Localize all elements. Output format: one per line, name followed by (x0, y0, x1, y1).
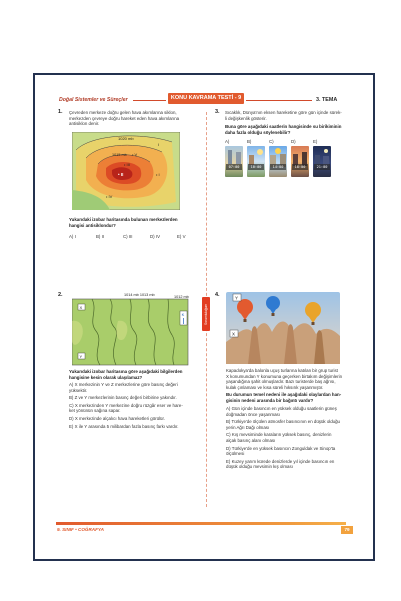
option-e[interactable]: E) Kuzey yarım kürede denizlerde yıl içinde basıncın en düşük olduğu mevsimin kış olması (226, 458, 335, 470)
option-c[interactable]: C) Kış mevsiminde karaların yüksek basınç, denizlerin alçak basınç alanı olması (226, 432, 332, 443)
point-ii-label: • II (118, 172, 124, 177)
theme-label: 3. TEMA (316, 97, 338, 103)
footer-grade: 9. SINIF • COĞRAFYA (57, 527, 104, 532)
option-a[interactable]: A) Gün içinde basıncın en yüksek olduğu saatlerin güneş doğmadan önce yaşanması (226, 406, 337, 417)
side-tag: Sorumluluğum (202, 297, 210, 331)
clock-c: 14:00 (270, 164, 286, 170)
option-c[interactable]: C) X merkezinden Y merkezine doğru rüzgâr eser ve hare- ket yönünün sağına sapar. (69, 402, 183, 414)
question-2-number: 2. (58, 292, 63, 298)
question-3-intro: Sıcaklık, Dünya'nın eksen hareketine göre gün içinde sürek- li değişkenlik gösterir. (225, 110, 342, 121)
clock-b: 10:00 (248, 164, 264, 170)
option-a[interactable]: A) X merkezinin Y ve Z merkezlerine göre basınç değeri yüksektir. (69, 382, 178, 393)
option-b[interactable]: B) Türkiye'de ölçülen atmosfer basıncının en düşük olduğu yerin Ağrı Dağı olması (226, 419, 341, 430)
question-1-prompt: Yukarıdaki izobar haritasında bulunan merkezlerden hangisi antisiklondur? (69, 217, 178, 228)
point-iii-label: • III (124, 162, 130, 167)
point-v-label: • V (132, 152, 138, 157)
option-e[interactable]: E) X ile Y arasında 5 milibardan fazla basınç farkı vardır. (69, 423, 179, 429)
option-a[interactable]: A) (225, 139, 230, 144)
option-e[interactable]: E) V (177, 234, 186, 239)
question-1-intro: Çevreden merkeze doğru gelen hava akımlarına siklon, merkezden çevreye doğru hareket eden hava akımlarına antisiklon denir. (69, 110, 180, 127)
clock-e: 21:00 (314, 164, 330, 170)
option-e[interactable]: E) (313, 139, 318, 144)
question-4-number: 4. (215, 292, 220, 298)
question-4-options (226, 406, 356, 470)
point-iv-label: • IV (106, 194, 113, 199)
option-d[interactable]: D) (291, 139, 296, 144)
photo-x-label: X (232, 331, 236, 337)
balloon-photo (226, 292, 340, 364)
question-1-options (69, 234, 204, 239)
isobar-label-1015: 1015 mb (112, 153, 127, 157)
option-c[interactable]: C) (269, 139, 274, 144)
point-x-label: X (79, 304, 83, 310)
option-d[interactable]: D) X merkezinde alçalıcı hava hareketleri görülür. (69, 415, 165, 421)
question-3-number: 3. (215, 109, 220, 115)
scene-morning (225, 146, 243, 177)
point-y-label: Y (79, 353, 83, 359)
compass-k-label: K (181, 312, 185, 317)
map-mark-small: I (158, 142, 160, 147)
header-rule (246, 100, 312, 101)
option-d[interactable]: D) IV (150, 234, 161, 239)
isobar-label-right: 1012 mb (174, 295, 189, 299)
page-number: 79 (341, 526, 353, 534)
question-1-number: 1. (58, 109, 63, 115)
question-4-intro: Kapadokya'da balonla uçuş turlarına katılan bir grup turist X konumundan Y konumuna geçerken birtakım değişimlerin yaşandığına şahit olmuşlardır. Bazı turisterde baş ağrısı, kulak çınlaması ve kısa süreli hıksırık yaşanmıştır. (226, 368, 343, 390)
option-d[interactable]: D) Türkiye'de en yüksek basıncın Zonguldak ve Sinop'ta ölçülmesi (226, 445, 336, 457)
photo-y-label: Y (235, 295, 239, 301)
question-3-option-letters (225, 139, 335, 144)
isobar-labels-top: 1014 mb 1013 mb (124, 293, 155, 297)
isobar-label-1020: 1020 mb (118, 136, 134, 141)
question-2-prompt: Yukarıdaki izobar haritasına göre aşağıdaki bilgilerden hangisine kesin olarak ulaşılamaz? (69, 369, 183, 380)
isobar-map-1 (72, 132, 180, 210)
unit-title: Doğal Sistemler ve Süreçler (59, 97, 128, 103)
option-b[interactable]: B) II (96, 234, 105, 239)
scene-late-morning (247, 146, 265, 177)
option-c[interactable]: C) III (123, 234, 133, 239)
isobar-map-2 (72, 291, 192, 366)
footer-bar (56, 522, 346, 525)
scene-noon (269, 146, 287, 177)
option-b[interactable]: B) Z ve Y merkezlerinin basınç değeri birbirine yakındır. (69, 395, 177, 401)
clock-a: 07:00 (226, 164, 242, 170)
clock-d: 18:00 (292, 164, 308, 170)
test-title: KONU KAVRAMA TESTİ - 9 (168, 93, 244, 104)
point-i-label: • I (156, 172, 160, 177)
header-rule (133, 100, 166, 101)
option-b[interactable]: B) (247, 139, 252, 144)
question-3-prompt: Buna göre aşağıdaki saatlerin hangisinde su birikiminin daha fazla olduğu söylenebilir? (225, 124, 342, 135)
worksheet-page (45, 84, 358, 546)
question-2-options (69, 382, 205, 429)
question-4-prompt: Bu durumun temel nedeni ile aşağıdaki olaylardan han- gisinin nedeni arasında bir bağıntı vardır? (226, 392, 342, 403)
scene-night (313, 146, 331, 177)
scene-evening (291, 146, 309, 177)
option-a[interactable]: A) I (69, 234, 76, 239)
